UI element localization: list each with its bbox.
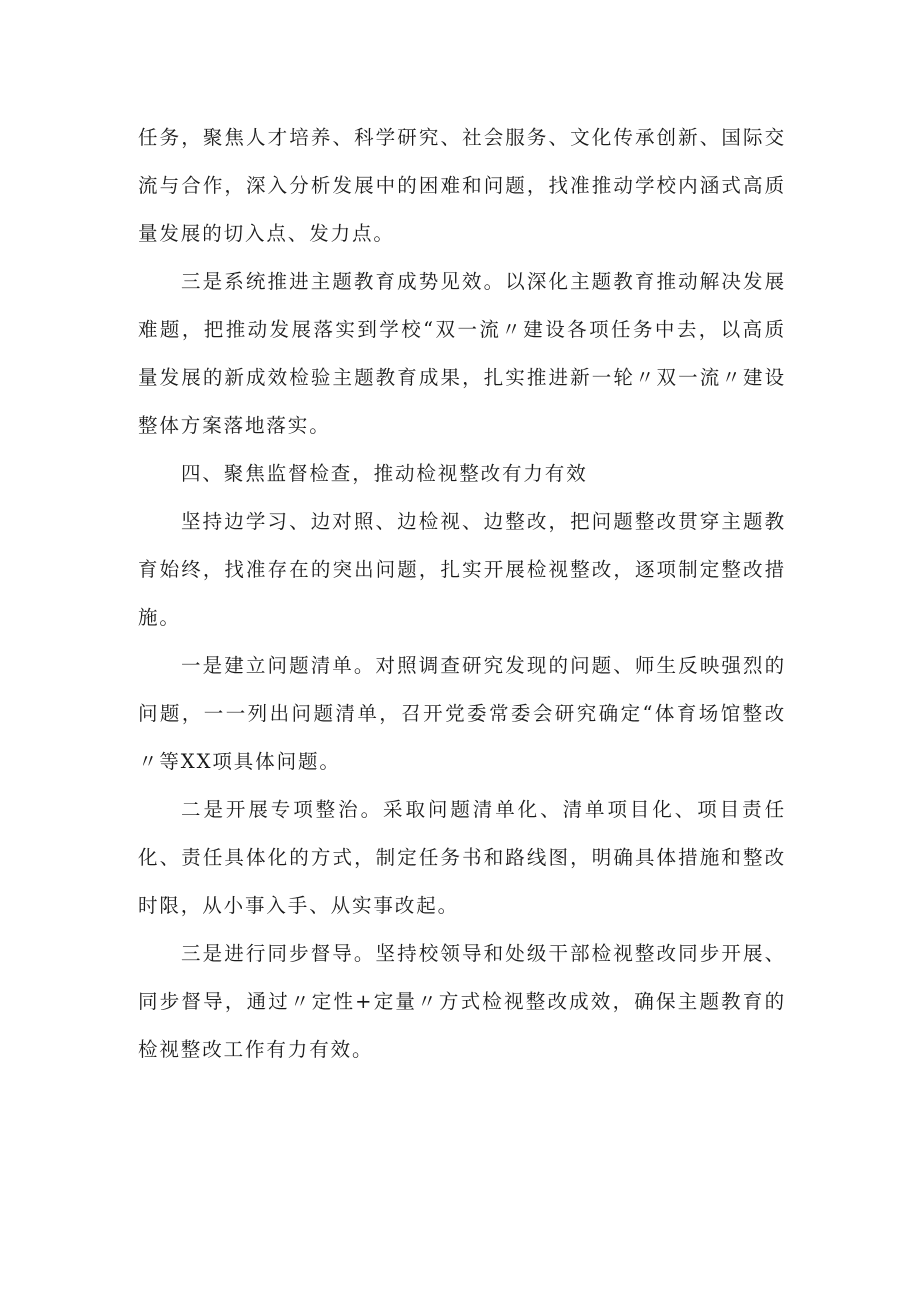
paragraph-problem-list: 一是建立问题清单。对照调查研究发现的问题、师生反映强烈的问题，一一列出问题清单，召开党委常委会研究确定“体育场馆整改〃等XX项具体问题。 [138,654,786,773]
document-body [138,114,786,1074]
section-heading-four: 四、聚焦监督检查，推动检视整改有力有效 [181,462,588,485]
paragraph-section-four-intro: 坚持边学习、边对照、边检视、边整改，把问题整改贯穿主题教育始终，找准存在的突出问题，扎实开展检视整改，逐项制定整改措施。 [138,510,786,629]
paragraph-third-point: 三是系统推进主题教育成势见效。以深化主题教育推动解决发展难题，把推动发展落实到学校“双一流〃建设各项任务中去，以高质量发展的新成效检验主题教育成果，扎实推进新一轮〃双一流〃建设整体方案落地落实。 [138,270,786,437]
paragraph-synchronous-supervision: 三是进行同步督导。坚持校领导和处级干部检视整改同步开展、同步督导，通过〃定性+定量〃方式检视整改成效，确保主题教育的检视整改工作有力有效。 [138,942,786,1061]
paragraph-special-rectification: 二是开展专项整治。采取问题清单化、清单项目化、项目责任化、责任具体化的方式，制定任务书和路线图，明确具体措施和整改时限，从小事入手、从实事改起。 [138,798,786,917]
paragraph-continuation: 任务，聚焦人才培养、科学研究、社会服务、文化传承创新、国际交流与合作，深入分析发展中的困难和问题，找准推动学校内涵式高质量发展的切入点、发力点。 [138,126,786,245]
